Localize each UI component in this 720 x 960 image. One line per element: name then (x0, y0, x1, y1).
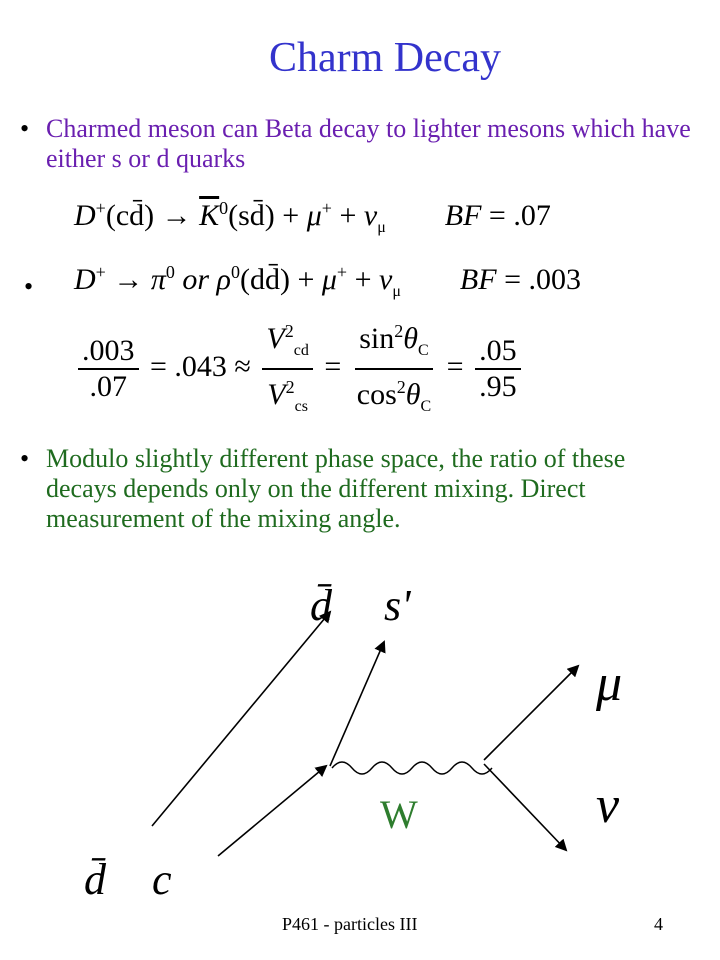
eq-arrow: → (161, 199, 192, 232)
label-dbar-top: d̄ (310, 581, 332, 630)
fraction-cabibbo (353, 314, 435, 424)
eq-content: (dd̄) (239, 263, 290, 296)
label-nu: ν (596, 777, 620, 834)
eq-bf-value: = .003 (504, 263, 581, 296)
eq-symbol: V (267, 378, 286, 411)
eq-symbol: μ (321, 263, 337, 296)
eq-sup: 2 (284, 321, 294, 341)
eq-symbol: θ (403, 322, 418, 355)
eq-sup: + (336, 262, 348, 282)
frac-num (355, 314, 432, 370)
eq-symbol: D (74, 199, 96, 232)
label-c: c (152, 855, 172, 900)
equation-ratio (74, 314, 525, 424)
eq-sup: 2 (394, 321, 404, 341)
eq-sub: cd (293, 342, 309, 359)
eq-equals: = (446, 349, 464, 383)
eq-sup: 2 (285, 377, 295, 397)
eq-sup: 0 (165, 262, 175, 282)
label-w: W (380, 792, 418, 837)
frac-num: .05 (475, 334, 521, 370)
eq-symbol: ρ (216, 263, 231, 296)
eq-sup: + (95, 198, 106, 218)
eq-mid: = .043 ≈ (150, 349, 251, 383)
fraction-ckm (262, 314, 312, 424)
slide-title: Charm Decay (268, 35, 502, 81)
eq-sup: + (95, 262, 106, 282)
label-mu: μ (596, 655, 623, 712)
eq-arrow: → (113, 263, 144, 296)
line-sprime (330, 642, 384, 766)
eq-sub: C (418, 342, 429, 359)
eq-symbol: π (150, 263, 166, 296)
frac-den (353, 370, 435, 424)
eq-plus: + (339, 199, 357, 232)
eq-symbol: ν (379, 263, 393, 296)
eq-sup: 2 (396, 377, 406, 397)
frac-den: .07 (89, 370, 127, 403)
footer-page-number: 4 (654, 914, 663, 934)
w-boson-line (332, 762, 492, 774)
frac-num (262, 314, 312, 370)
eq-sup: 0 (230, 262, 240, 282)
bullet-dot: • (24, 272, 34, 301)
fraction-values (475, 334, 521, 404)
eq-bf-label: BF (444, 199, 482, 232)
line-c-in (218, 766, 326, 856)
bullet-text-charmed-meson: Charmed meson can Beta decay to lighter mesons which have either s or d quarks (46, 114, 691, 173)
frac-num: .003 (78, 334, 139, 370)
eq-sub: μ (377, 219, 386, 236)
frac-den (263, 370, 312, 424)
eq-symbol: V (266, 322, 285, 355)
eq-sub: μ (392, 283, 401, 300)
eq-func: cos (356, 378, 397, 411)
eq-equals: = (324, 349, 342, 383)
label-sprime: s' (384, 581, 411, 630)
eq-bf-value: = .07 (488, 199, 551, 232)
eq-sup: + (321, 198, 332, 218)
fraction-ratio (78, 334, 139, 404)
frac-den: .95 (479, 370, 517, 403)
bullet-charmed-meson (20, 114, 700, 174)
equation-d-to-kaon (74, 198, 551, 237)
line-mu (484, 666, 578, 760)
bullet-dot: • (20, 444, 30, 473)
bullet-text-modulo: Modulo slightly different phase space, the ratio of these decays depends only on the different mixing. Direct measurement of the mixing angle. (46, 444, 626, 533)
eq-plus: + (297, 263, 315, 296)
eq-content: (sd̄) (228, 199, 275, 232)
eq-symbol: $\overline{K}$ (199, 199, 220, 232)
bullet-modulo (20, 444, 700, 534)
eq-sub: C (420, 398, 432, 415)
eq-symbol: D (74, 263, 96, 296)
eq-symbol: μ (306, 199, 322, 232)
eq-symbol: ν (363, 199, 378, 232)
equation-d-to-pion-rho (74, 262, 581, 301)
feynman-diagram (0, 560, 720, 900)
footer-course: P461 - particles III (282, 914, 418, 934)
eq-symbol: θ (405, 378, 421, 411)
eq-or: or (182, 263, 210, 296)
label-dbar-bottom: d̄ (84, 855, 106, 900)
eq-sub: cs (294, 398, 308, 415)
line-nu (484, 764, 566, 850)
eq-bf-label: BF (459, 263, 497, 296)
eq-plus: + (354, 263, 372, 296)
eq-sup: 0 (219, 198, 229, 218)
bullet-dot: • (20, 114, 30, 143)
eq-func: sin (359, 322, 395, 355)
eq-content: (cd̄) (105, 199, 155, 232)
eq-plus: + (282, 199, 300, 232)
line-dbar (152, 612, 330, 826)
